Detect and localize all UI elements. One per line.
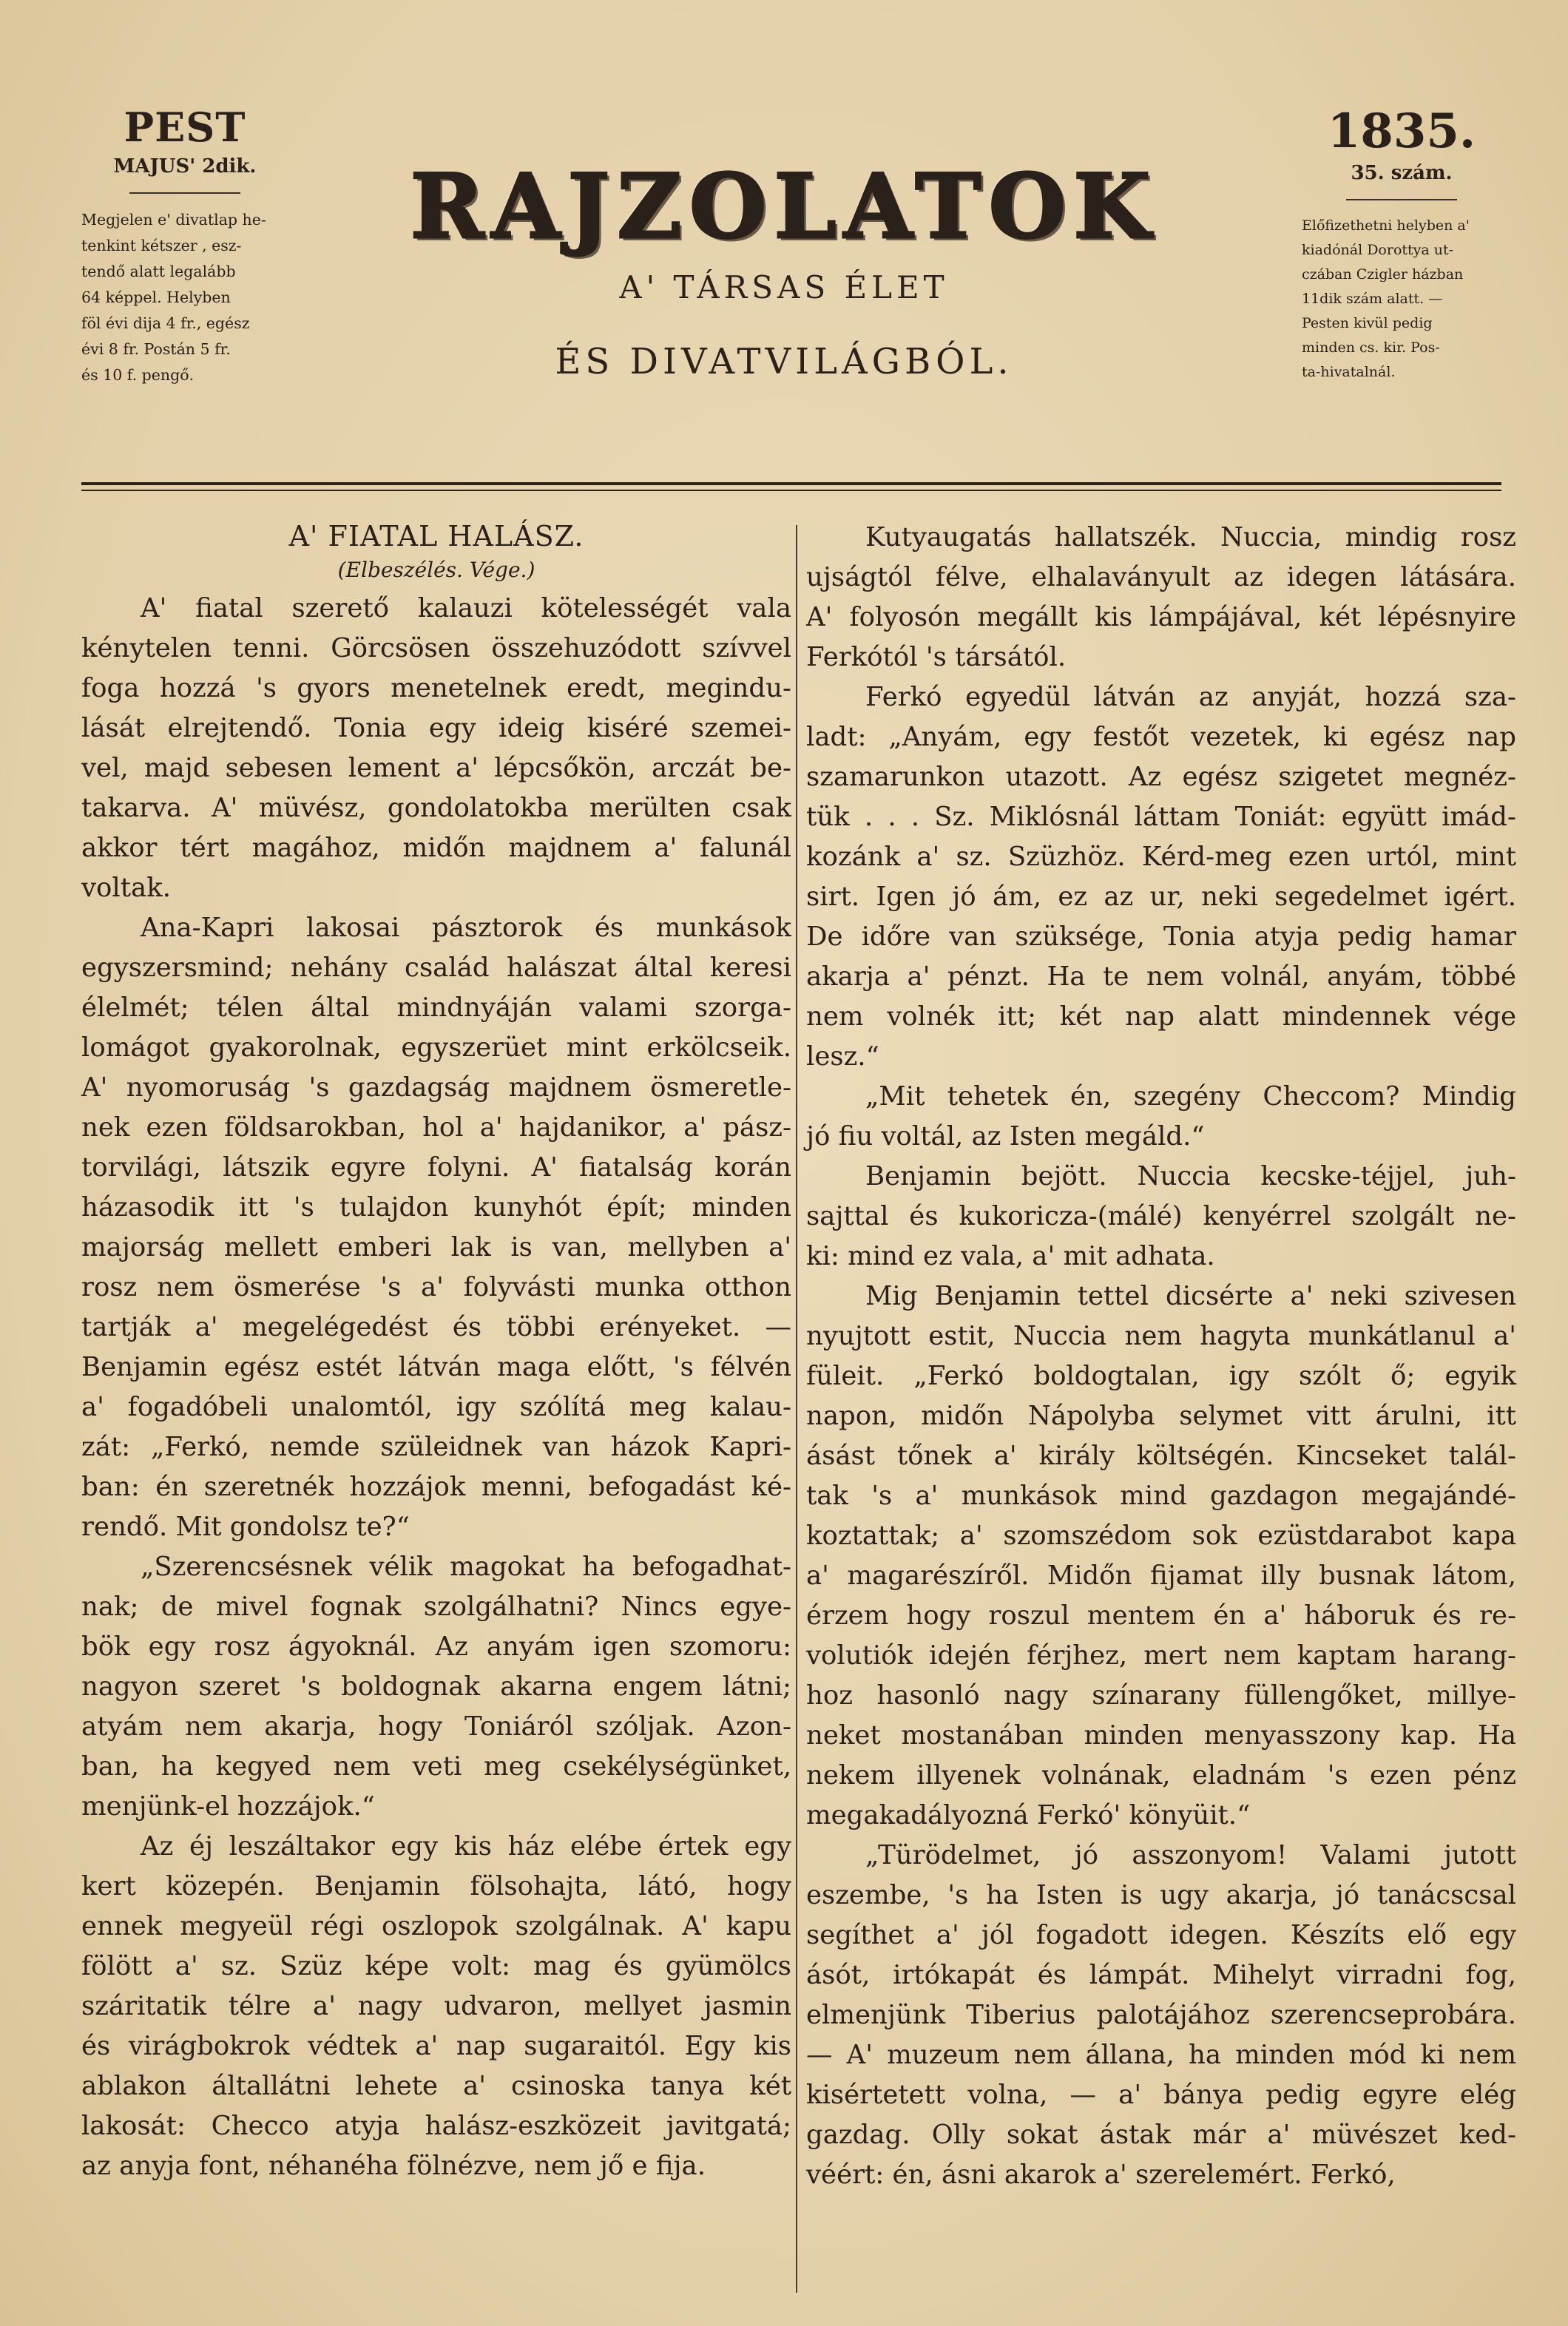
text-line: takarva. A' müvész, gondolatokba merülten csak [81, 793, 791, 823]
text-line: ablakon általlátni lehete a' csinoska tanya két [81, 2071, 791, 2101]
text-line: rendő. Mit gondolsz te?“ [81, 1512, 410, 1542]
text-line: ennek megyeül régi oszlopok szolgálnak. A' kapu [81, 1911, 791, 1941]
text-line: nem volnék itt; két nap alatt mindennek vége [806, 1001, 1516, 1032]
text-line: A' fiatal szerető kalauzi kötelességét vala [141, 593, 791, 623]
header-left [81, 104, 288, 388]
paragraph [81, 589, 791, 908]
text-line: lakosát: Checco atyja halász-eszközeit javitgatá; [81, 2111, 791, 2141]
text-line: a' magarészíről. Midőn fijamat illy busnak látom, [806, 1561, 1516, 1591]
text-line: egyszersmind; nehány család halászat által keresi [81, 953, 791, 983]
text-line: akkor tért magához, midőn majdnem a' falunál [81, 833, 791, 863]
text-line: száritatik télre a' nagy udvaron, mellyet jasmin [81, 1991, 791, 2021]
text-line: majorság mellett emberi lak is van, mellyben a' [81, 1232, 791, 1262]
paragraph [806, 1077, 1516, 1157]
text-line: voltak. [81, 873, 172, 903]
paragraph [81, 1547, 791, 1827]
text-line: nagyon szeret 's boldognak akarna engem látni; [81, 1671, 791, 1702]
text-line: Ferkótól 's társától. [806, 642, 1067, 672]
masthead-subtitle-line2: ÉS DIVATVILÁGBÓL. [555, 341, 1013, 382]
article-subtitle: (Elbeszélés. Vége.) [337, 558, 535, 582]
subscription-note-left: Megjelen e' divatlap he- tenkint kétszer , esz- tendő alatt legalább 64 képpel. Helyben föl évi dija 4 fr., egész évi 8 fr. Postán 5 fr. és 10 f. pengő. [81, 211, 266, 384]
text-line: élelmét; télen által mindnyáján valami szorga- [81, 993, 791, 1023]
masthead-subtitle-line1: A' TÁRSAS ÉLET [619, 269, 949, 305]
text-line: házasodik itt 's tulajdon kunyhót épít; minden [81, 1192, 791, 1223]
divider [1346, 199, 1457, 200]
column-divider [796, 525, 797, 2293]
text-line: érzem hogy roszul mentem én a' háboruk és re- [806, 1600, 1516, 1631]
text-line: Az éj leszáltakor egy kis ház elébe értek egy [141, 1831, 791, 1862]
text-line: Benjamin egész estét látván maga előtt, 's félvén [81, 1352, 791, 1382]
text-line: szamarunkon utazott. Az egész szigetet megnéz- [806, 762, 1516, 792]
text-line: foga hozzá 's gyors menetelnek eredt, megindu- [81, 673, 791, 703]
text-line: ban: én szeretnék hozzájok menni, befogadást ké- [81, 1472, 791, 1502]
text-line: az anyja font, néhanéha fölnézve, nem jő e fija. [81, 2151, 706, 2181]
text-line: vel, majd sebesen lement a' lépcsőkön, arczát be- [81, 753, 791, 783]
text-line: atyám nem akarja, hogy Toniáról szóljak. Azon- [81, 1711, 791, 1742]
text-line: ki: mind ez vala, a' mit adhata. [806, 1241, 1215, 1271]
text-line: kert közepén. Benjamin fölsohajta, látó, hogy [81, 1871, 791, 1901]
text-line: füleit. „Ferkó boldogtalan, igy szólt ő; egyik [806, 1361, 1516, 1391]
text-line: akarja a' pénzt. Ha te nem volnál, anyám, többé [806, 961, 1516, 992]
text-line: megakadályozná Ferkó' könyüit.“ [806, 1800, 1251, 1830]
text-line: tartják a' megelégedést és többi erényeket. — [81, 1312, 791, 1342]
divider [129, 192, 240, 194]
text-line: tak 's a' munkások mind gazdagon megajándé- [806, 1481, 1516, 1511]
paragraph [81, 1827, 791, 2186]
text-line: elmenjünk Tiberius palotájához szerencseprobára. [806, 2000, 1516, 2030]
text-line: nyujtott estit, Nuccia nem hagyta munkátlanul a' [806, 1321, 1516, 1351]
paragraph [806, 677, 1516, 1077]
text-line: nekem illyenek volnának, eladnám 's ezen pénz [806, 1760, 1516, 1791]
text-line: fölött a' sz. Szüz képe volt: mag és gyümölcs [81, 1951, 791, 1981]
header-right [1302, 104, 1501, 385]
text-line: gazdag. Olly sokat ástak már a' müvészet ked- [806, 2120, 1516, 2150]
city-name: PEST [124, 104, 246, 151]
text-line: hoz hasonló nagy színarany füllengőket, millye- [806, 1680, 1516, 1711]
masthead [348, 155, 1220, 382]
text-line: „Mit tehetek én, szegény Checcom? Mindig [865, 1081, 1516, 1112]
issue-year: 1835. [1327, 104, 1476, 159]
article-column-right [806, 518, 1516, 2195]
text-line: neket mostanában minden menyasszony kap. Ha [806, 1720, 1516, 1751]
text-line: bök egy rosz ágyoknál. Az anyám igen szomoru: [81, 1632, 791, 1662]
text-line: Ferkó egyedül látván az anyját, hozzá sza- [865, 682, 1516, 712]
text-line: nek ezen földsarokban, hol a' hajdanikor, a' pász- [81, 1112, 791, 1143]
article-title: A' FIATAL HALÁSZ. [288, 520, 584, 552]
text-line: menjünk-el hozzájok.“ [81, 1791, 375, 1822]
text-line: ban, ha kegyed nem veti meg csekélységünket, [81, 1751, 791, 1782]
text-line: sajttal és kukoricza-(málé) kenyérrel szolgált ne- [806, 1201, 1516, 1231]
text-line: koztattak; a' szomszédom sok ezüstdarabot kapa [806, 1521, 1516, 1551]
paragraph [806, 518, 1516, 677]
text-line: „Szerencsésnek vélik magokat ha befogadhat- [141, 1552, 791, 1582]
issue-date: MAJUS' 2dik. [113, 155, 257, 178]
paragraph [81, 908, 791, 1547]
paragraph [806, 1277, 1516, 1836]
text-line: Benjamin bejött. Nuccia kecske-téjjel, juh- [865, 1161, 1516, 1191]
text-line: segíthet a' jól fogadott idegen. Készíts elő egy [806, 1920, 1516, 1950]
text-line: A' folyosón megállt kis lámpájával, két lépésnyire [806, 602, 1516, 632]
text-line: ásót, irtókapát és lámpát. Mihelyt virradni fog, [806, 1960, 1516, 1990]
text-line: — A' muzeum nem állana, ha minden mód ki nem [806, 2040, 1516, 2070]
text-line: ladt: „Anyám, egy festőt vezetek, ki egész nap [806, 722, 1516, 752]
text-line: De időre van szüksége, Tonia atyja pedig hamar [806, 922, 1516, 952]
text-line: ásást tőnek a' király költségén. Kincseket talál- [806, 1441, 1516, 1471]
text-line: kisértetett volna, — a' bánya pedig egyre elég [806, 2080, 1516, 2110]
text-line: Ana-Kapri lakosai pásztorok és munkások [141, 913, 791, 943]
text-line: tük . . . Sz. Miklósnál láttam Toniát: együtt imád- [806, 802, 1516, 832]
subscription-note-right: Előfizethetni helyben a' kiadónál Dorottya ut- czában Czigler házban 11dik szám alatt. — Pesten kivül pedig minden cs. kir. Pos- ta-hivatalnál. [1302, 217, 1470, 380]
text-line: és virágbokrok védtek a' nap sugaraitól. Egy kis [81, 2031, 791, 2061]
text-line: eszembe, 's ha Isten is ugy akarja, jó tanácscsal [806, 1880, 1516, 1910]
text-line: zát: „Ferkó, nemde szüleidnek van házok Kapri- [81, 1432, 791, 1462]
text-line: nak; de mivel fognak szolgálhatni? Nincs egye- [81, 1592, 791, 1622]
issue-number: 35. szám. [1351, 162, 1453, 184]
text-line: kozánk a' sz. Szüzhöz. Kérd-meg ezen urtól, mint [806, 842, 1516, 872]
text-line: a' fogadóbeli unalomtól, igy szólítá meg kalau- [81, 1392, 791, 1422]
text-line: rosz nem ösmerése 's a' folyvásti munka otthon [81, 1272, 791, 1302]
paragraph [806, 1836, 1516, 2195]
text-line: lesz.“ [806, 1041, 879, 1072]
article-column-left [81, 518, 791, 2186]
paragraph [806, 1157, 1516, 1277]
text-line: „Türödelmet, jó asszonyom! Valami jutott [865, 1840, 1516, 1870]
header-double-rule [81, 482, 1501, 491]
text-line: napon, midőn Nápolyba selymet vitt árulni, itt [806, 1401, 1516, 1431]
text-line: A' nyomoruság 's gazdagság majdnem ösmeretle- [81, 1072, 791, 1103]
text-line: volutiók idején férjhez, mert nem kaptam harang- [806, 1640, 1516, 1671]
text-line: lomágot gyakorolnak, egyszerüet mint erkölcseik. [81, 1032, 791, 1063]
masthead-title: RAJZOLATOK [410, 155, 1158, 259]
text-line: torvilági, látszik egyre folyni. A' fiatalság korán [81, 1152, 791, 1183]
text-line: Mig Benjamin tettel dicsérte a' neki szivesen [865, 1281, 1516, 1311]
text-line: kénytelen tenni. Görcsösen összehuzódott szívvel [81, 633, 791, 663]
text-line: Kutyaugatás hallatszék. Nuccia, mindig rosz [865, 522, 1516, 552]
text-line: ujságtól félve, elhalaványult az idegen látására. [806, 562, 1516, 592]
text-line: véért: én, ásni akarok a' szerelemért. Ferkó, [806, 2160, 1396, 2190]
text-line: lását elrejtendő. Tonia egy ideig kiséré szemei- [81, 713, 791, 743]
text-line: jó fiu voltál, az Isten megáld.“ [806, 1121, 1205, 1152]
text-line: sirt. Igen jó ám, ez az ur, neki segedelmet igért. [806, 882, 1516, 912]
